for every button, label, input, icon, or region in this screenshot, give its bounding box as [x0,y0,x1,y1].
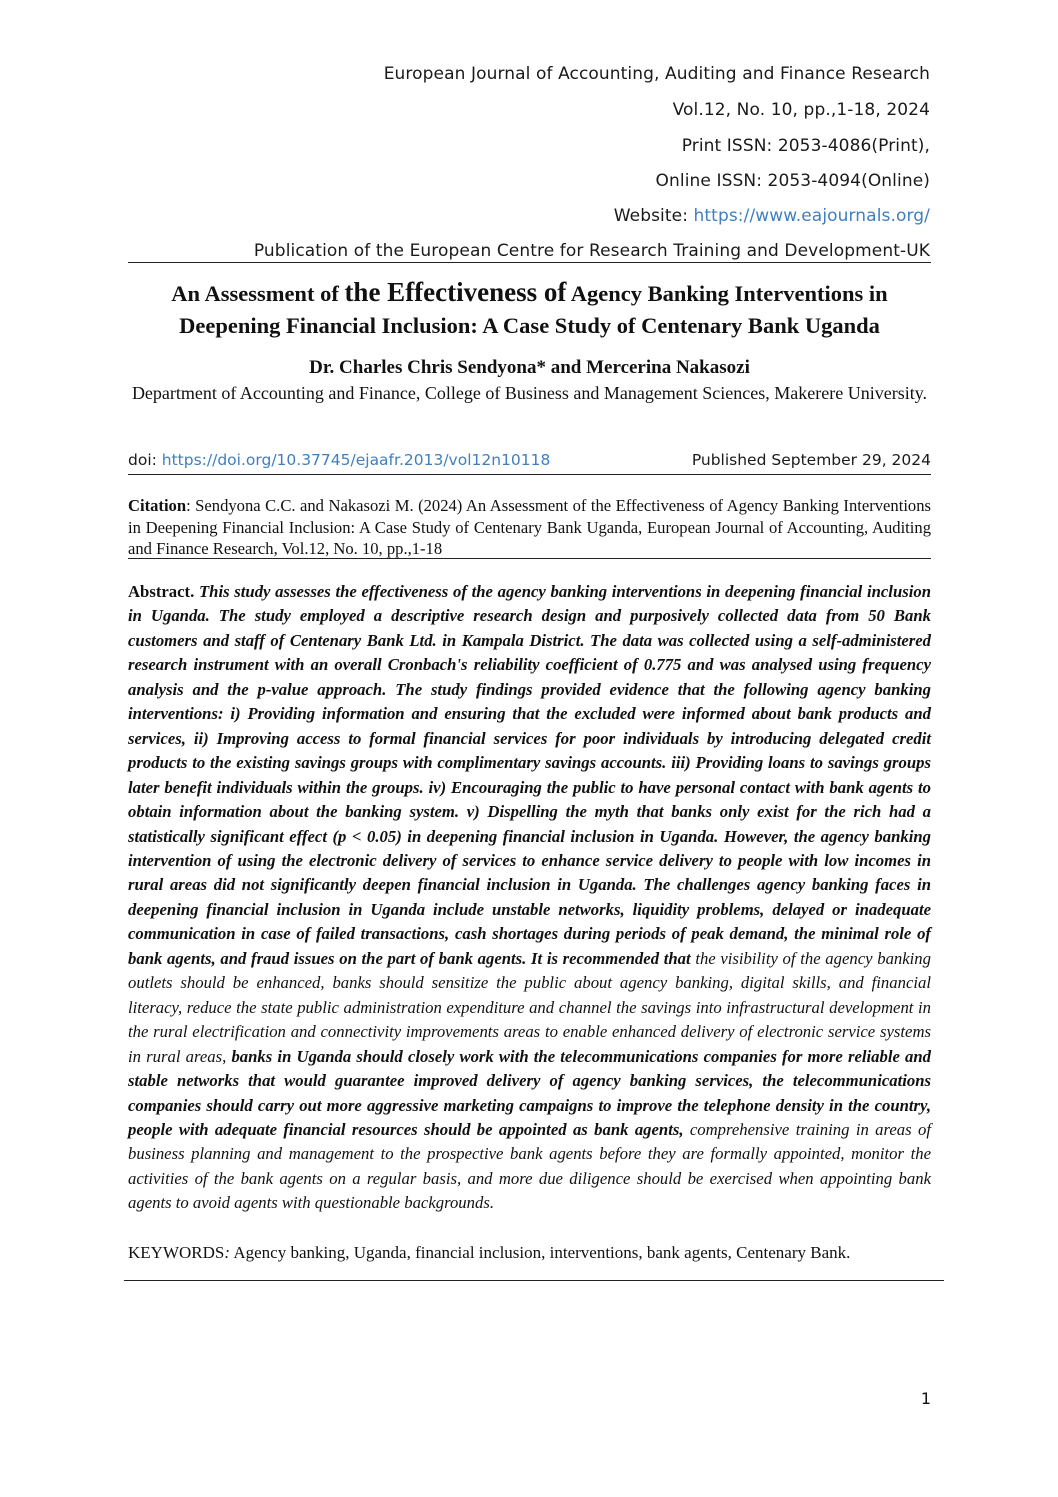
citation [128,495,931,560]
print-issn: Print ISSN: 2053-4086(Print), [681,136,930,156]
published-date: Published September 29, 2024 [691,451,931,469]
abstract [128,580,931,1216]
citation-rule [128,558,931,559]
abstract-body-1: This study assesses the effectiveness of the agency banking interventions in deepening financial inclusion in Uganda. The study employed a descriptive research design and purposively collected data from 50 Bank customers and staff of Centenary Bank Ltd. in Kampala District. The data was collected using a self-administered research instrument with an overall Cronbach's reliability coefficient of 0.775 and was analysed using frequency analysis and the p-value approach. The study findings provided evidence that the following agency banking interventions: i) Providing information and ensuring that the excluded were informed about bank products and services, ii) Improving access to formal financial services for poor individuals by introducing delegated credit products to the existing savings groups with complimentary savings accounts. iii) Providing loans to savings groups later benefit individuals within the groups. iv) Encouraging the public to have personal contact with bank agents to obtain information about the banking system. v) Dispelling the myth that banks only exist for the rich had a statistically significant effect (p < 0.05) in deepening financial inclusion in Uganda. However, the agency banking intervention of using the electronic delivery of services to enhance service delivery to people with low incomes in rural areas did not significantly deepen financial inclusion in Uganda. The challenges agency banking faces in deepening financial inclusion in Uganda include unstable networks, liquidity problems, delayed or inadequate communication in case of failed transactions, cash shortages during periods of peak demand, the minimal role of bank agents, and fraud issues on the part of bank agents. It is recommended that [128,582,931,968]
keywords-rule [124,1280,944,1281]
citation-label: Citation [128,496,187,515]
affiliation: Department of Accounting and Finance, College of Business and Management Sciences, Makerere University. [131,383,928,403]
title-part-1: An Assessment of [171,281,345,306]
volume-info: Vol.12, No. 10, pp.,1-18, 2024 [672,100,930,120]
keywords [128,1243,931,1263]
website-label: Website: [613,206,694,226]
doi-line [128,451,931,469]
website-link[interactable]: https://www.eajournals.org/ [693,206,930,226]
citation-text: : Sendyona C.C. and Nakasozi M. (2024) An Assessment of the Effectiveness of Agency Banking Interventions in Deepening Financial Inclusion: A Case Study of Centenary Bank Uganda, European Journal of Accounting, Auditing and Finance Research, Vol.12, No. 10, pp.,1-18 [128,496,931,558]
online-issn: Online ISSN: 2053-4094(Online) [655,171,930,191]
keywords-label: KEYWORDS [128,1243,225,1262]
title-part-2: the Effectiveness of [344,277,567,307]
keywords-colon: : [224,1243,231,1262]
doi-rule [128,474,931,475]
page-number: 1 [920,1389,931,1408]
abstract-body-3: banks in Uganda should closely work with the telecommunications companies for more reliable and stable networks that would guarantee improved delivery of agency banking services, the telecommunications companies should carry out more aggressive marketing campaigns to improve the telephone density in the country, people with adequate financial resources should be appointed as bank agents, [128,1046,931,1139]
website-line [614,206,930,226]
abstract-body-2: the visibility of the agency banking outlets should be enhanced, banks should sensitize the public about agency banking, digital skills, and financial literacy, reduce the state public administration expenditure and channel the savings into infrastructural development in the rural electrification and connectivity improvements areas to enable enhanced delivery of electronic service systems in rural areas, [128,948,931,1066]
abstract-label: Abstract. [128,582,195,601]
keywords-text: Agency banking, Uganda, financial inclusion, interventions, bank agents, Centenary Bank. [230,1243,851,1262]
header-rule [128,262,931,263]
authors: Dr. Charles Chris Sendyona* and Mercerina Nakasozi [309,357,750,378]
journal-name: European Journal of Accounting, Auditing and Finance Research [383,64,930,84]
title-part-3: Agency Banking Interventions in Deepening Financial Inclusion: A Case Study of Centenary Bank Uganda [179,281,888,338]
doi-label: doi: [128,451,162,469]
abstract-body-4: comprehensive training in areas of business planning and management to the prospective bank agents before they are formally appointed, monitor the activities of the bank agents on a regular basis, and more due diligence should be exercised when appointing bank agents to avoid agents with questionable backgrounds. [128,1119,931,1213]
publisher-line: Publication of the European Centre for Research Training and Development-UK [253,241,930,261]
doi-link[interactable]: https://doi.org/10.37745/ejaafr.2013/vol12n10118 [161,451,551,469]
paper-title [128,276,931,342]
